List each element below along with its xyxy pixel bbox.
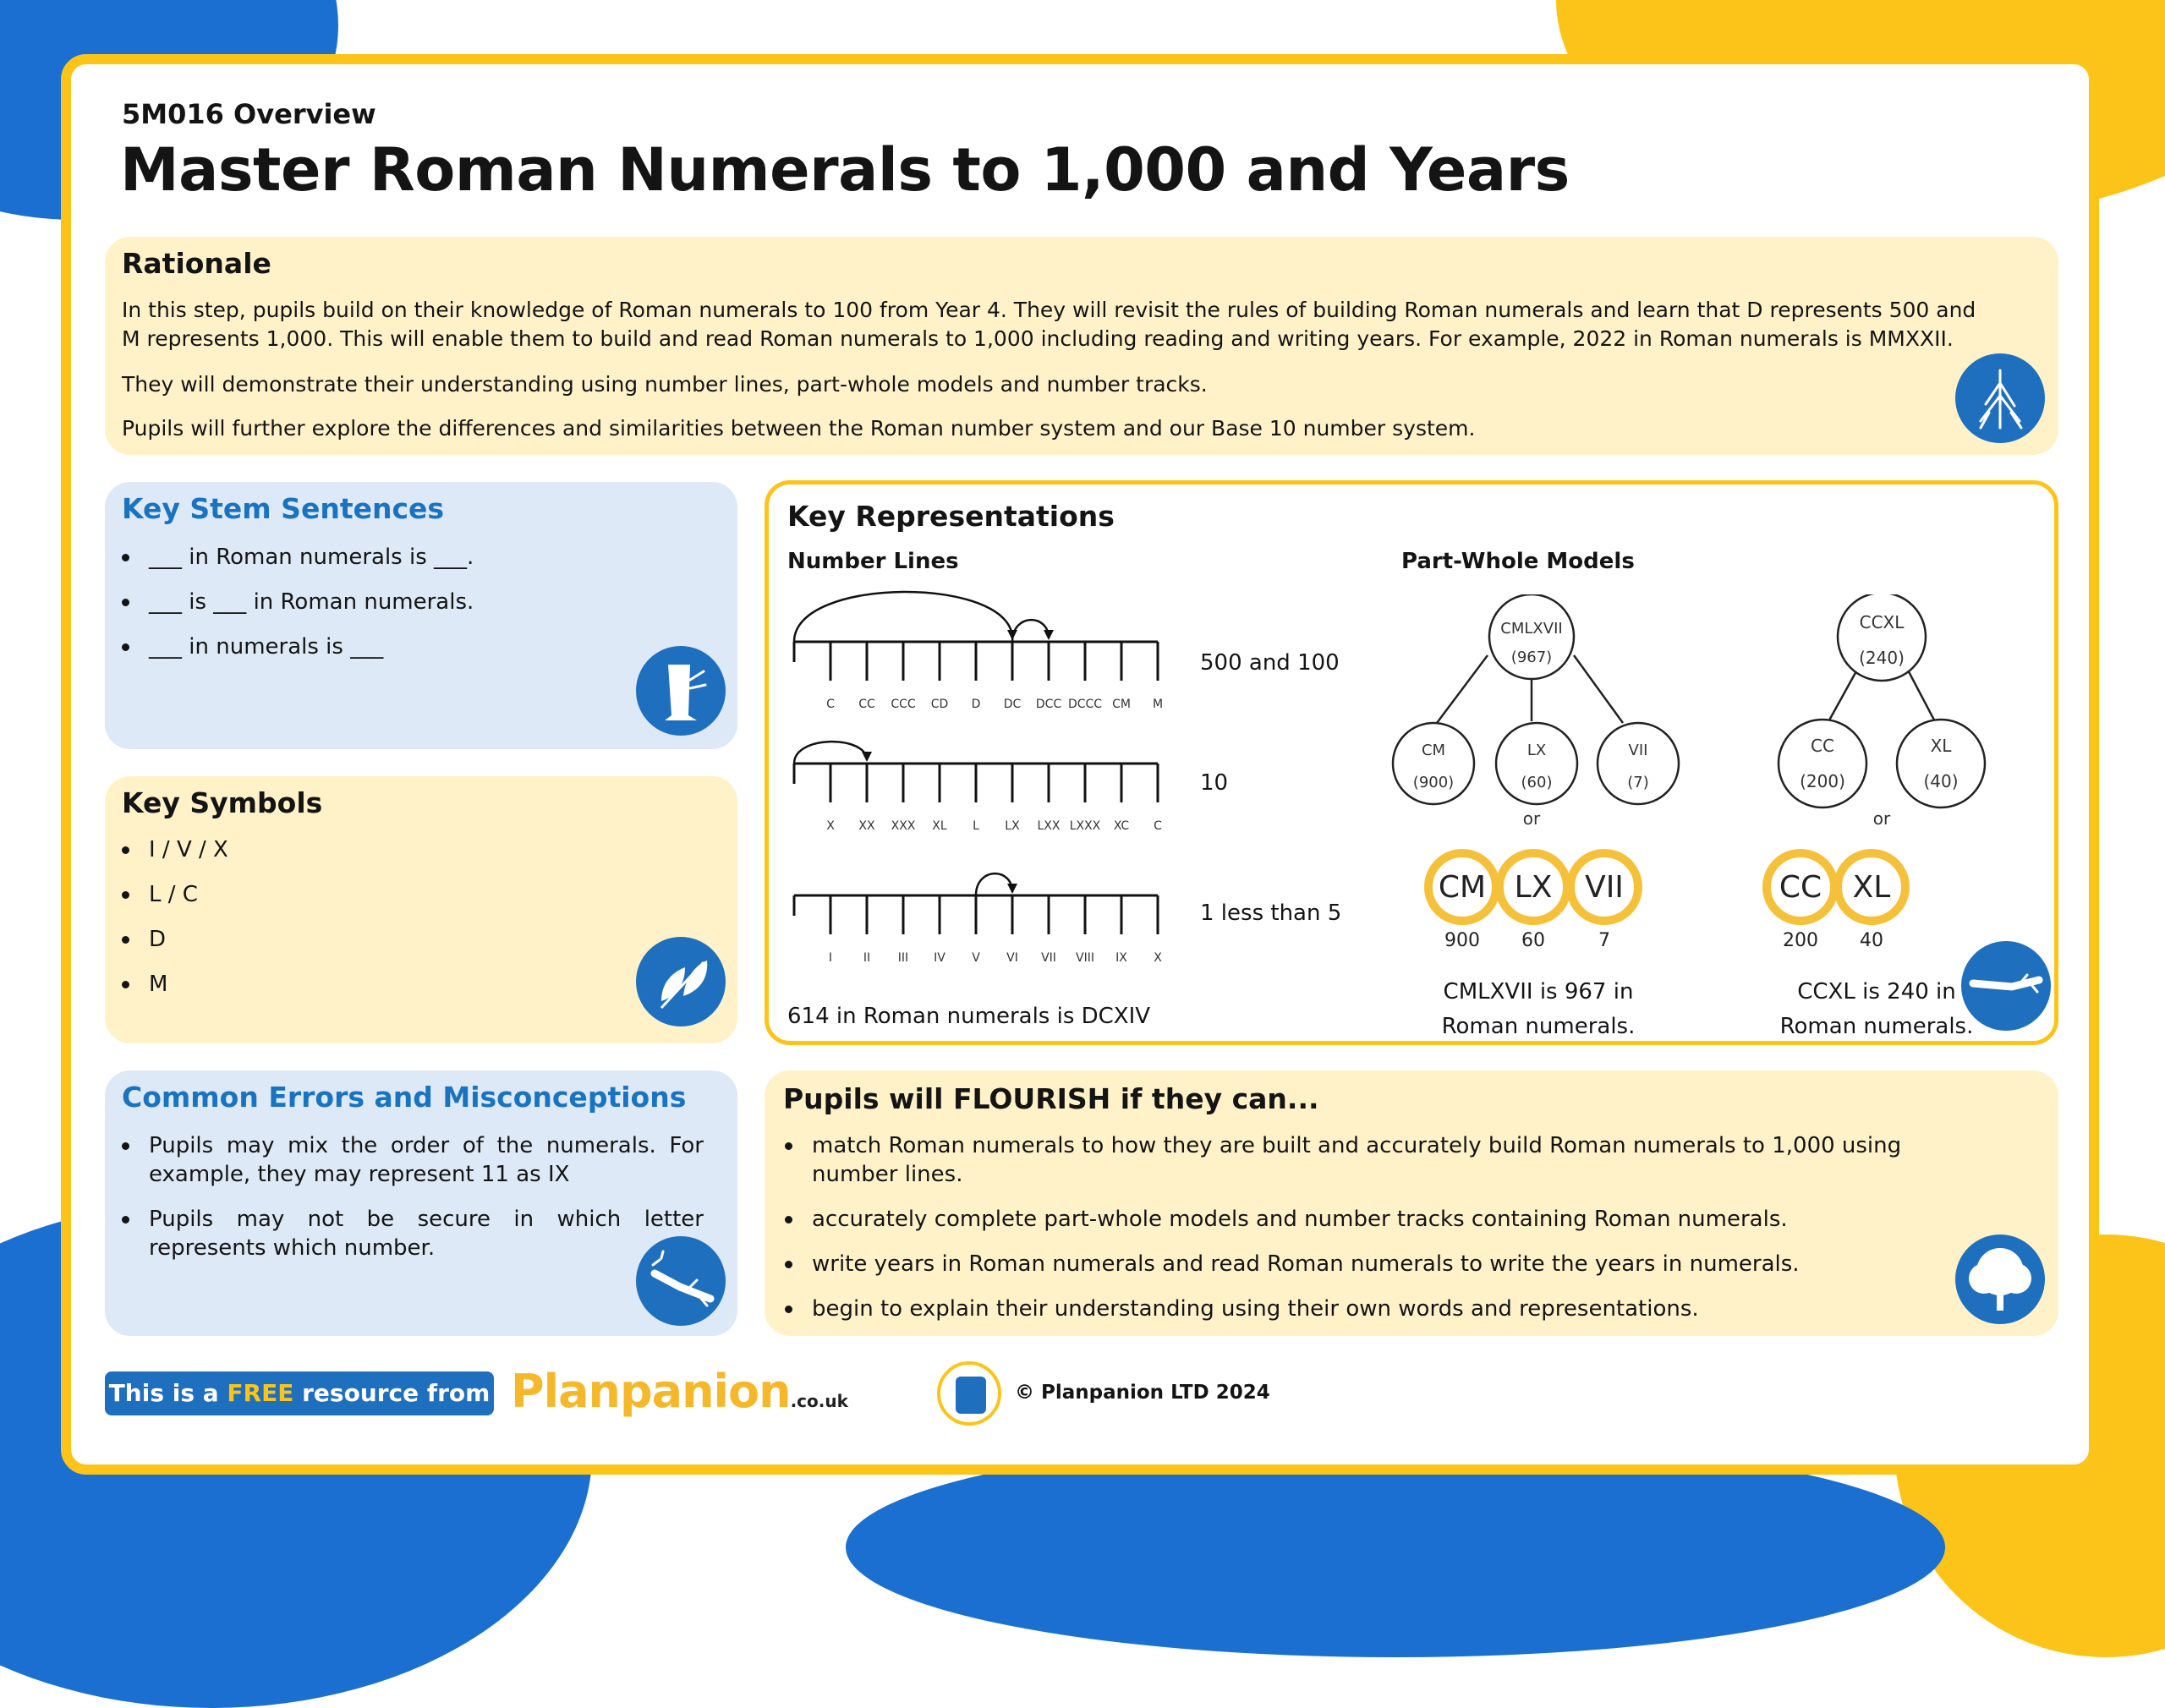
copyright: © Planpanion LTD 2024 (1015, 1382, 1270, 1404)
flourish-heading: Pupils will FLOURISH if they can... (783, 1082, 1319, 1115)
pw1-whole-value: (967) (1510, 649, 1553, 666)
ring-cm-value: 900 (1444, 930, 1480, 950)
ring-vii: VII (1585, 870, 1624, 905)
number-line-tick-label: L (973, 819, 979, 833)
representations-heading: Key Representations (787, 500, 1115, 533)
number-line-jump-arc (976, 873, 1012, 895)
pw2-whole: CCXL (1859, 612, 1905, 632)
list-item: ___ is ___ in Roman numerals. (120, 588, 712, 616)
list-item: D (120, 925, 712, 954)
number-line-2 (794, 742, 1162, 833)
full-tree-icon (1955, 1234, 2045, 1324)
number-line-3 (794, 873, 1162, 965)
pw2-part-1: CC (1811, 736, 1834, 756)
number-line-tick-label: CC (858, 698, 875, 711)
number-line-caption: 614 in Roman numerals is DCXIV (787, 1004, 1151, 1029)
pw2-part-2: XL (1930, 736, 1952, 756)
ring-cc-value: 200 (1783, 930, 1818, 950)
number-line-tick-label: LXXX (1069, 819, 1101, 833)
number-line-tick-label: DCC (1035, 698, 1062, 711)
pw1-part-3: VII (1628, 742, 1648, 759)
number-line-tick-label: CCC (891, 698, 916, 711)
number-line-tick-label: C (1154, 819, 1162, 833)
number-line-jump-arc (794, 742, 867, 764)
part-whole-heading: Part-Whole Models (1401, 549, 1635, 574)
list-item: write years in Roman numerals and read Roman numerals to write the years in numerals. (783, 1250, 1933, 1278)
key-symbols-panel (105, 776, 737, 1043)
rationale-panel (105, 237, 2058, 455)
leaves-icon (636, 937, 726, 1026)
logo-text: Planpanion (511, 1365, 791, 1418)
number-line-tick-label: IX (1115, 951, 1127, 965)
stem-sentences-panel (105, 482, 737, 749)
banner-text-pre: This is a (108, 1379, 227, 1407)
rationale-paragraph-2: They will demonstrate their understanding using number lines, part-whole models and number tracks. (122, 372, 1208, 397)
banner-text-free: FREE (227, 1379, 294, 1407)
broken-branch-icon (636, 1236, 726, 1326)
number-line-tick-label: VIII (1076, 951, 1094, 965)
ring-counters (1386, 848, 2029, 950)
flourish-list (783, 1131, 1933, 1339)
number-line-tick-label: C (826, 698, 835, 711)
pw2-part-2-value: (40) (1923, 771, 1959, 791)
number-line-arrowhead (1044, 630, 1054, 640)
number-line-tick-label: XXX (891, 819, 916, 833)
symbols-list (120, 835, 712, 1015)
number-line-tick-label: XX (858, 819, 875, 833)
pw2-or: or (1872, 808, 1891, 829)
common-errors-panel (105, 1070, 737, 1336)
planpanion-badge-icon (937, 1361, 1001, 1426)
number-line-arrowhead (1007, 884, 1017, 894)
number-line-3-label: 1 less than 5 (1200, 901, 1342, 926)
stem-heading: Key Stem Sentences (122, 492, 445, 525)
number-line-1-label: 500 and 100 (1200, 650, 1340, 676)
number-line-tick-label: XC (1113, 819, 1130, 833)
list-item: I / V / X (120, 835, 712, 864)
ring-lx: LX (1514, 870, 1553, 905)
page-title: Master Roman Numerals to 1,000 and Years (120, 135, 1570, 205)
number-line-tick-label: M (1152, 698, 1164, 711)
pw1-or: or (1522, 808, 1541, 829)
number-line-tick-label: DCCC (1067, 698, 1103, 711)
number-line-tick-label: CM (1112, 698, 1131, 711)
pw1-part-1: CM (1421, 742, 1446, 759)
key-representations-panel (765, 480, 2058, 1045)
number-lines-diagram (769, 484, 1378, 1043)
rationale-paragraph-3: Pupils will further explore the differences and similarities between the Roman number system and our Base 10 number system. (122, 416, 1476, 441)
errors-heading: Common Errors and Misconceptions (122, 1081, 687, 1114)
number-line-tick-label: VII (1041, 951, 1056, 965)
part-whole-model-2 (1741, 594, 2029, 865)
errors-list (120, 1131, 704, 1278)
logo-suffix: .co.uk (790, 1391, 848, 1411)
list-item: ___ in Roman numerals is ___. (120, 543, 712, 572)
list-item: match Roman numerals to how they are built and accurately build Roman numerals to 1,000 using number lines. (783, 1131, 1933, 1189)
list-item: Pupils may mix the order of the numerals. For example, they may represent 11 as IX (120, 1131, 704, 1189)
rationale-heading: Rationale (122, 247, 271, 280)
number-lines-heading: Number Lines (787, 549, 959, 574)
pw1-caption-line-2: Roman numerals. (1441, 1014, 1636, 1039)
branch-icon (1961, 941, 2051, 1031)
number-line-tick-label: VI (1006, 951, 1018, 965)
pw1-part-2: LX (1526, 742, 1547, 759)
planpanion-logo[interactable] (511, 1365, 848, 1418)
number-line-tick-label: X (826, 819, 835, 833)
pw2-caption-line-2: Roman numerals. (1779, 1014, 1974, 1039)
ring-xl-value: 40 (1860, 930, 1883, 950)
free-resource-banner[interactable] (105, 1371, 494, 1415)
number-line-tick-label: D (971, 698, 981, 711)
pw1-whole: CMLXVII (1500, 620, 1563, 638)
ring-xl: XL (1852, 870, 1891, 905)
pw2-whole-value: (240) (1859, 648, 1905, 668)
pw2-part-1-value: (200) (1800, 771, 1845, 791)
ring-cm: CM (1438, 870, 1487, 905)
pw1-caption (1403, 975, 1674, 1044)
ring-lx-value: 60 (1521, 930, 1545, 950)
pw1-part-2-value: (60) (1521, 774, 1553, 791)
part-whole-model-1 (1386, 594, 1724, 865)
number-line-tick-label: XL (932, 819, 947, 833)
pw1-part-3-value: (7) (1627, 774, 1649, 791)
stem-list (120, 543, 712, 677)
number-line-tick-label: CD (930, 698, 949, 711)
number-line-jump-arc (794, 592, 1012, 642)
list-item: ___ in numerals is ___ (120, 632, 712, 661)
banner-text-post: resource from (293, 1379, 491, 1407)
number-line-tick-label: X (1154, 951, 1162, 965)
number-line-2-label: 10 (1200, 770, 1229, 796)
number-line-tick-label: II (863, 951, 871, 965)
list-item: begin to explain their understanding using their own words and representations. (783, 1295, 1933, 1323)
number-line-tick-label: V (972, 951, 980, 965)
number-line-1 (794, 592, 1163, 711)
list-item: L / C (120, 880, 712, 909)
list-item: Pupils may not be secure in which letter represents which number. (120, 1205, 704, 1262)
pw1-caption-line-1: CMLXVII is 967 in (1443, 979, 1634, 1005)
flourish-panel (765, 1070, 2058, 1336)
roots-icon (1955, 353, 2045, 443)
number-line-jump-arc (1012, 620, 1049, 642)
tree-trunk-icon (636, 646, 726, 736)
rationale-paragraph-1: In this step, pupils build on their knowledge of Roman numerals to 100 from Year 4. They will revisit the rules of building Roman numerals and learn that D represents 500 and M represents 1,000. This will enable them to build and read Roman numerals to 1,000 including reading and writing years. For example, 2022 in Roman numerals is MMXXII. (122, 298, 1976, 351)
overview-label: 5M016 Overview (122, 98, 376, 130)
number-line-tick-label: DC (1003, 698, 1022, 711)
symbols-heading: Key Symbols (122, 786, 323, 819)
number-line-tick-label: LXX (1037, 819, 1061, 833)
number-line-arrowhead (862, 752, 872, 762)
number-line-tick-label: IV (934, 951, 945, 965)
ring-vii-value: 7 (1598, 930, 1610, 950)
pw2-caption-line-1: CCXL is 240 in (1797, 979, 1956, 1005)
number-line-tick-label: I (828, 951, 833, 965)
number-line-tick-label: III (897, 951, 909, 965)
ring-cc: CC (1779, 870, 1822, 905)
number-line-tick-label: LX (1005, 819, 1020, 833)
pw1-part-1-value: (900) (1412, 774, 1455, 791)
list-item: accurately complete part-whole models and number tracks containing Roman numerals. (783, 1205, 1933, 1234)
list-item: M (120, 970, 712, 999)
